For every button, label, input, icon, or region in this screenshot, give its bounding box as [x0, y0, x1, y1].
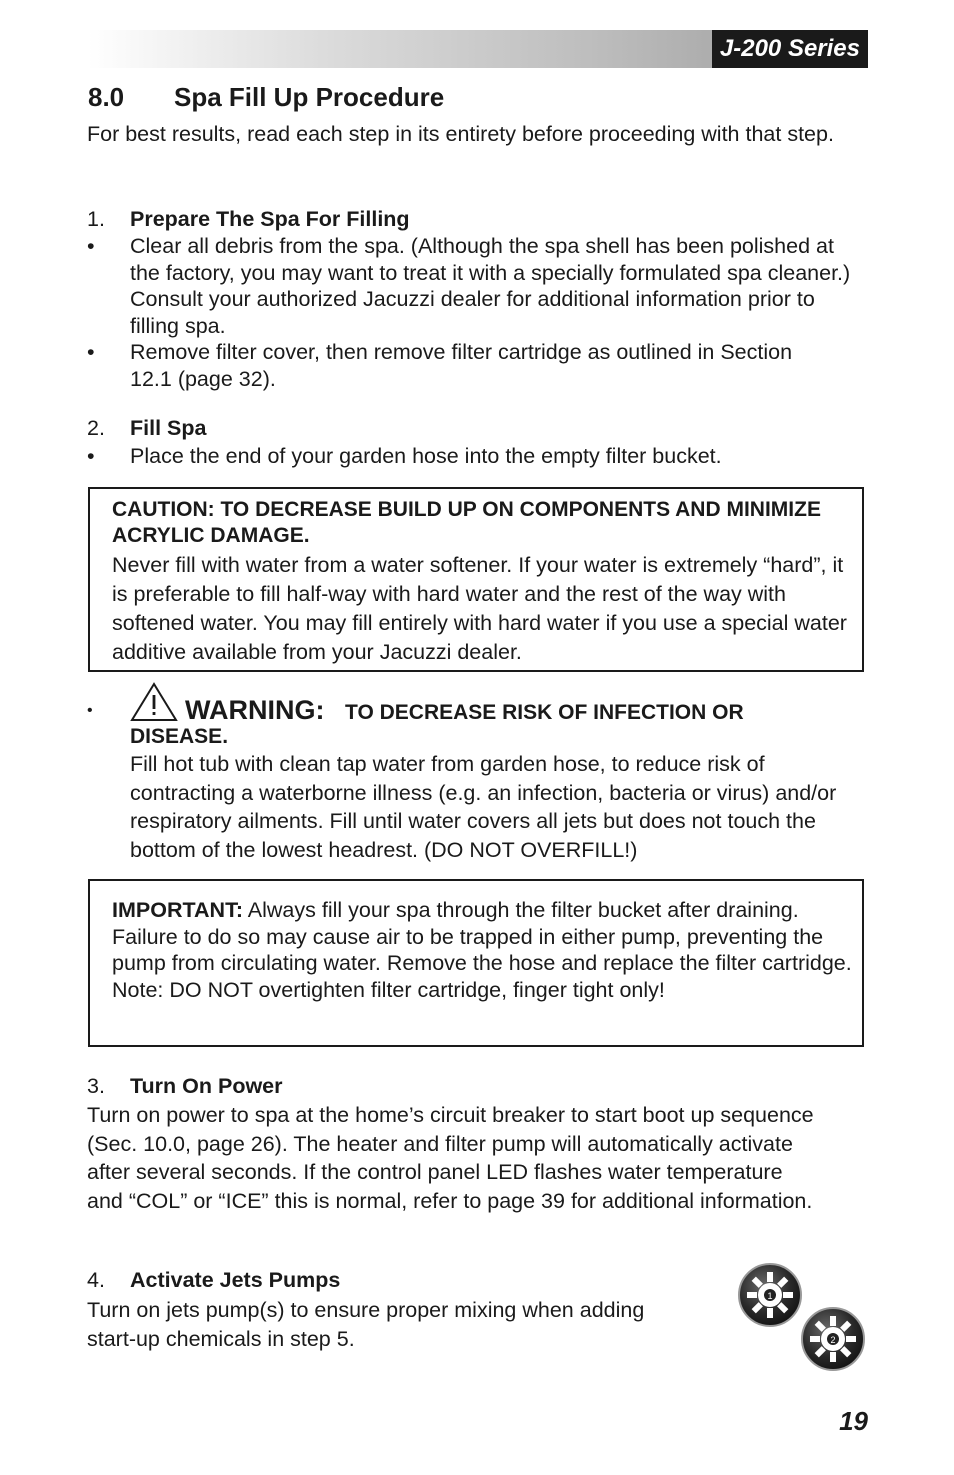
page-number: 19	[839, 1406, 868, 1436]
step-1-bullet-text: Clear all debris from the spa. (Although the spa shell has been polished at the factory, you may want to treat it with a specially formulated spa cleaner.) Consult your authorized Jacuzzi dealer for additional information prior to filling spa.	[130, 234, 851, 338]
step-4-heading	[87, 1268, 340, 1293]
step-2-heading	[87, 416, 206, 441]
warning-heading-cont: DISEASE.	[130, 725, 229, 748]
intro-paragraph: For best results, read each step in its entirety before proceeding with that step.	[87, 122, 834, 146]
important-body: Always fill your spa through the filter bucket after draining. Failure to do so may cause air to be trapped in either pump, preventing the pump from circulating water. Remove the hose and replace the filter cartridge. Note: DO NOT overtighten filter cartridge, finger tight only!	[112, 898, 852, 1002]
section-title: Spa Fill Up Procedure	[174, 82, 445, 112]
step-3-body: Turn on power to spa at the home’s circuit breaker to start boot up sequence (Sec. 10.0, page 26). The heater and filter pump will automatically activate after several seconds. If the control panel LED flashes water temperature and “COL” or “ICE” this is normal, refer to page 39 for additional information.	[87, 1103, 814, 1214]
jets-pump-2-label: 2	[830, 1335, 836, 1345]
step-4-title: Activate Jets Pumps	[130, 1268, 341, 1292]
important-text	[112, 897, 852, 1003]
important-box	[88, 879, 864, 1047]
step-2-number: 2.	[87, 416, 105, 440]
warning-heading: TO DECREASE RISK OF INFECTION OR	[345, 701, 744, 724]
jets-pump-1-icon	[737, 1262, 803, 1333]
step-1-title: Prepare The Spa For Filling	[130, 207, 410, 231]
step-2-title: Fill Spa	[130, 416, 207, 440]
warning-body: Fill hot tub with clean tap water from garden hose, to reduce risk of contracting a waterborne illness (e.g. an infection, bacteria or virus) and/or respiratory ailments. Fill until water covers all jets but does not touch the bottom of the lowest headrest. (DO NOT OVERFILL!)	[130, 752, 837, 862]
step-3-title: Turn On Power	[130, 1074, 283, 1098]
caution-body: Never fill with water from a water softener. If your water is extremely “hard”, it is preferable to fill half-way with hard water and the rest of the way with softened water. You may fill entirely with hard water if you use a special water additive available from your Jacuzzi dealer.	[112, 553, 847, 664]
caution-box	[88, 487, 864, 672]
section-heading	[88, 82, 444, 113]
important-label: IMPORTANT:	[112, 898, 243, 922]
step-3-number: 3.	[87, 1074, 105, 1098]
caution-heading: CAUTION: TO DECREASE BUILD UP ON COMPONENTS AND MINIMIZE ACRYLIC DAMAGE.	[112, 498, 821, 547]
warning-label: WARNING:	[185, 695, 325, 725]
header-band	[88, 30, 868, 68]
warning-triangle-icon	[130, 682, 178, 727]
step-1-heading	[87, 207, 410, 232]
step-4-body: Turn on jets pump(s) to ensure proper mixing when adding start-up chemicals in step 5.	[87, 1298, 645, 1351]
step-4-number: 4.	[87, 1268, 105, 1292]
step-3-heading	[87, 1074, 283, 1099]
section-number: 8.0	[88, 82, 125, 112]
step-1-bullet-text: Remove filter cover, then remove filter cartridge as outlined in Section 12.1 (page 32).	[130, 340, 793, 391]
jets-pump-1-label: 1	[767, 1291, 773, 1301]
step-2-bullet-text: Place the end of your garden hose into the empty filter bucket.	[130, 444, 722, 468]
jets-pump-2-icon	[800, 1306, 866, 1377]
step-1-number: 1.	[87, 207, 105, 231]
series-title: J-200 Series	[712, 30, 868, 68]
